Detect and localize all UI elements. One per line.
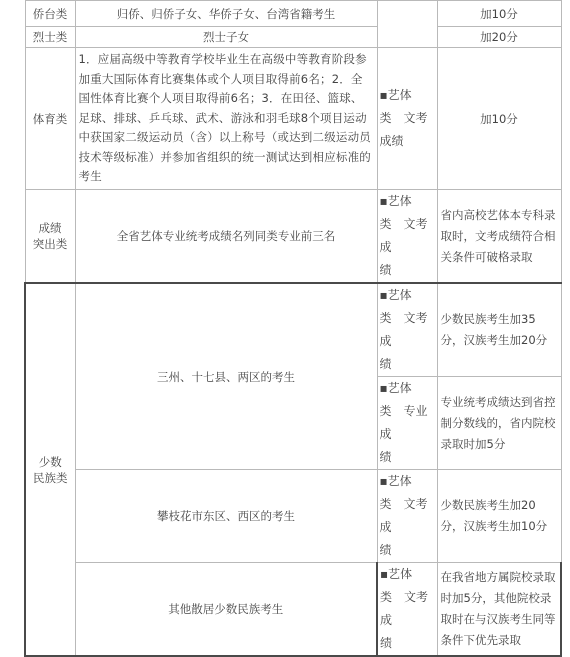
region-cell: 三州、十七县、两区的考生 [75, 283, 377, 470]
applies-cell [377, 377, 437, 470]
applies-line: 类 专业成 [379, 404, 428, 441]
category-cell: 烈士类 [25, 27, 75, 48]
category-line: 民族类 [33, 470, 68, 485]
points-cell-wrap [437, 377, 561, 470]
region-cell: 攀枝花市东区、西区的考生 [75, 470, 377, 563]
applies-line: 类 文考成 [379, 311, 428, 348]
applies-line: 类 文考成 [379, 217, 428, 254]
points-cell: 加10分 [437, 1, 561, 27]
category-cell: 体育类 [25, 48, 75, 190]
description-cell-wrap [75, 48, 377, 190]
table-row-minzu-qita [25, 563, 561, 657]
applies-line: 绩 [380, 636, 393, 650]
applies-cell [377, 470, 437, 563]
bonus-points-table [24, 0, 562, 657]
points-cell-wrap [437, 283, 561, 377]
region-cell: 其他散居少数民族考生 [75, 563, 377, 657]
description-cell: 归侨、归侨子女、华侨子女、台湾省籍考生 [75, 1, 377, 27]
description-cell: 全省艺体专业统考成绩名列同类专业前三名 [75, 190, 377, 284]
applies-line: 绩 [379, 450, 392, 464]
applies-line: 绩 [379, 543, 392, 557]
applies-line: 绩 [379, 357, 392, 371]
applies-line: ▪艺体 [379, 381, 412, 395]
points-cell: 加20分 [437, 27, 561, 48]
table-row-tiyu [25, 48, 561, 190]
category-line: 突出类 [32, 237, 68, 251]
applies-cell [377, 283, 437, 377]
applies-line: ▪艺体 [379, 288, 412, 302]
points-text: 在我省地方属院校录取时加5分，其他院校录取时在与汉族考生同等条件下优先录取 [440, 570, 556, 647]
points-cell-wrap [437, 563, 561, 657]
points-text: 省内高校艺体本专科录取时，文考成绩符合相关条件可破格录取 [440, 207, 556, 264]
table-row-qiaotai [25, 1, 561, 27]
applies-line: ▪艺体 [379, 474, 412, 488]
applies-cell [377, 563, 437, 657]
category-line: 成绩 [38, 221, 62, 235]
applies-line: 类 文考成 [379, 497, 428, 534]
applies-line: 类 文考成绩 [379, 111, 428, 148]
applies-line: ▪艺体 [380, 567, 413, 581]
description-cell: 烈士子女 [75, 27, 377, 48]
applies-cell [377, 48, 437, 190]
table-row-minzu-sanzhou-a [25, 283, 561, 377]
table-row-minzu-panzhihua [25, 470, 561, 563]
category-cell [25, 283, 75, 656]
applies-line: 类 文考成 [380, 590, 429, 627]
table-row-lieshi [25, 27, 561, 48]
applies-line: ▪艺体 [379, 88, 412, 102]
applies-line: 绩 [379, 263, 392, 277]
points-text: 少数民族考生加20分，汉族考生加10分 [440, 498, 548, 533]
category-line: 少数 [38, 454, 62, 469]
points-text: 专业统考成绩达到省控制分数线的，省内院校录取时加5分 [440, 394, 556, 451]
points-cell-wrap [437, 190, 561, 284]
category-cell: 侨台类 [25, 1, 75, 27]
description-text: 1．应届高级中等教育学校毕业生在高级中等教育阶段参加重大国际体育比赛集体或个人项目取得前6名；2．全国性体育比赛个人项目取得前6名；3．在田径、篮球、足球、排球、乒乓球、武术、游泳和羽毛球8个项目运动中获国家二级运动员（含）以上称号（或达到二级运动员技术等级标准）并参加省组织的统一测试达到相应标准的考生 [78, 52, 371, 184]
category-cell [25, 190, 75, 284]
table-row-chengji [25, 190, 561, 284]
points-text: 少数民族考生加35分，汉族考生加20分 [440, 312, 548, 347]
applies-cell-empty [377, 1, 437, 48]
points-cell-wrap [437, 470, 561, 563]
applies-line: ▪艺体 [379, 194, 412, 208]
points-cell: 加10分 [437, 48, 561, 190]
applies-cell [377, 190, 437, 284]
